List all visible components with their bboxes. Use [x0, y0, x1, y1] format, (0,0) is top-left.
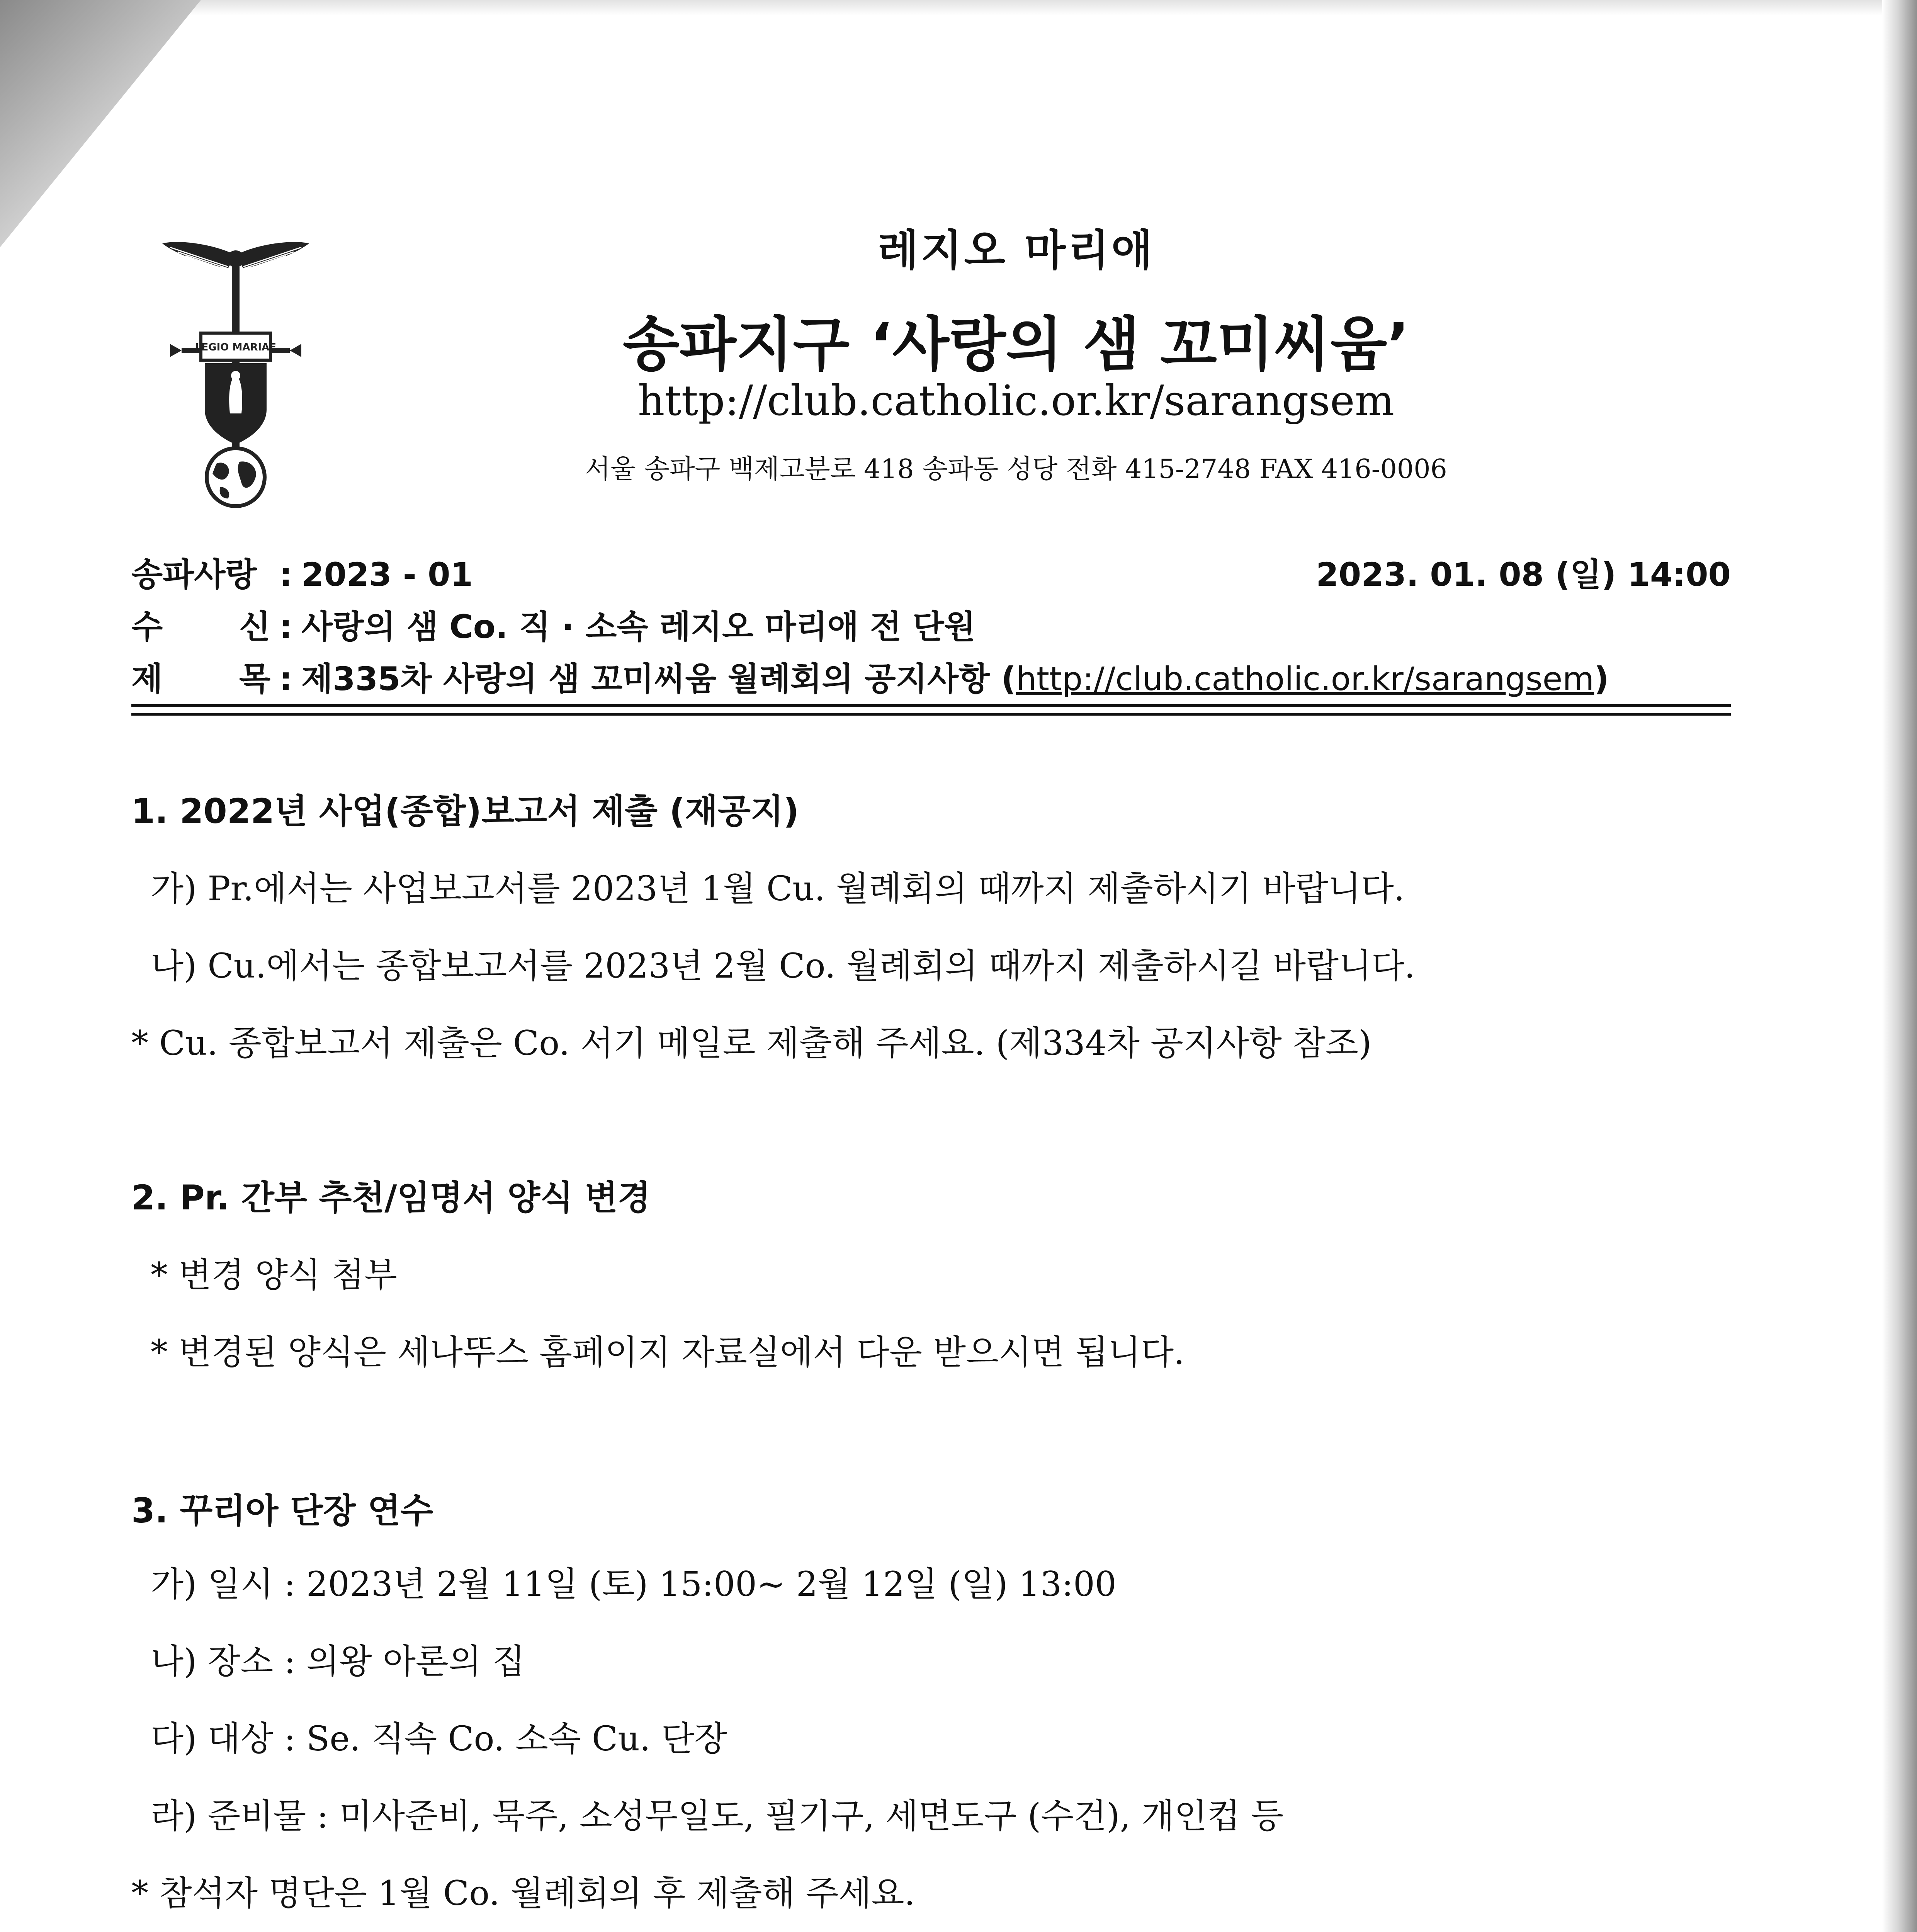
meta-colon: : [279, 660, 292, 698]
section-3-line-4: 라) 준비물 : 미사준비, 묵주, 소성무일도, 필기구, 세면도구 (수건), 개인컵 등 [151, 1796, 1284, 1836]
section-3-note: * 참석자 명단은 1월 Co. 월례회의 후 제출해 주세요. [131, 1873, 915, 1913]
doc-number: 2023 - 01 [301, 556, 473, 594]
recipient-value: 사랑의 샘 Co. 직 · 소속 레지오 마리애 전 단원 [301, 608, 975, 646]
emblem-banner-text: LEGIO MARIAE [195, 342, 277, 353]
section-1-line-1: 가) Pr.에서는 사업보고서를 2023년 1월 Cu. 월례회의 때까지 제출하시기 바랍니다. [151, 869, 1405, 908]
subject-value: 제335차 사랑의 샘 꼬미씨움 월례회의 공지사항 [301, 660, 990, 698]
doc-label: 송파사랑 [131, 556, 257, 594]
section-1-title: 1. 2022년 사업(종합)보고서 제출 (재공지) [131, 791, 799, 831]
section-2-line-2: * 변경된 양식은 세나뚜스 홈페이지 자료실에서 다운 받으시면 됩니다. [151, 1332, 1185, 1372]
section-3-title: 3. 꾸리아 단장 연수 [131, 1491, 433, 1531]
meta-recipient-row [131, 601, 1731, 647]
address-line: 서울 송파구 백제고분로 418 송파동 성당 전화 415-2748 FAX 416-0006 [585, 454, 1447, 485]
meta-colon: : [279, 608, 292, 646]
legio-mariae-emblem [155, 232, 317, 510]
scan-shadow-right [1882, 0, 1917, 1932]
section-3-line-3: 다) 대상 : Se. 직속 Co. 소속 Cu. 단장 [151, 1719, 727, 1759]
section-2-title: 2. Pr. 간부 추천/임명서 양식 변경 [131, 1178, 651, 1218]
section-1-note: * Cu. 종합보고서 제출은 Co. 서기 메일로 제출해 주세요. (제334차 공지사항 참조) [131, 1023, 1372, 1063]
meta-doc-row [131, 549, 1731, 595]
meta-colon: : [279, 556, 292, 594]
section-3-line-1: 가) 일시 : 2023년 2월 11일 (토) 15:00~ 2월 12일 (일) 13:00 [151, 1564, 1117, 1604]
website-url: http://club.catholic.or.kr/sarangsem [637, 377, 1395, 425]
subject-label: 제 목 [131, 660, 270, 698]
organization-name: 레지오 마리애 [877, 226, 1155, 275]
subject-link[interactable]: http://club.catholic.or.kr/sarangsem [1016, 660, 1594, 698]
scan-shadow-corner [0, 0, 201, 247]
header-rule [131, 704, 1731, 707]
page-title: 송파지구 ‘사랑의 샘 꼬미씨움’ [622, 310, 1410, 379]
doc-date: 2023. 01. 08 (일) 14:00 [1316, 556, 1731, 594]
section-3-line-2: 나) 장소 : 의왕 아론의 집 [151, 1641, 525, 1681]
recipient-label: 수 신 [131, 608, 270, 646]
header-rule-double [131, 713, 1731, 716]
meta-subject-row: 제 목 : 제335차 사랑의 샘 꼬미씨움 월례회의 공지사항 (http://club.catholic.or.kr/sarangsem) [131, 653, 1731, 699]
section-2-line-1: * 변경 양식 첨부 [151, 1255, 397, 1295]
section-1-line-2: 나) Cu.에서는 종합보고서를 2023년 2월 Co. 월례회의 때까지 제출하시길 바랍니다. [151, 946, 1415, 986]
scan-shadow-top [0, 0, 1917, 15]
